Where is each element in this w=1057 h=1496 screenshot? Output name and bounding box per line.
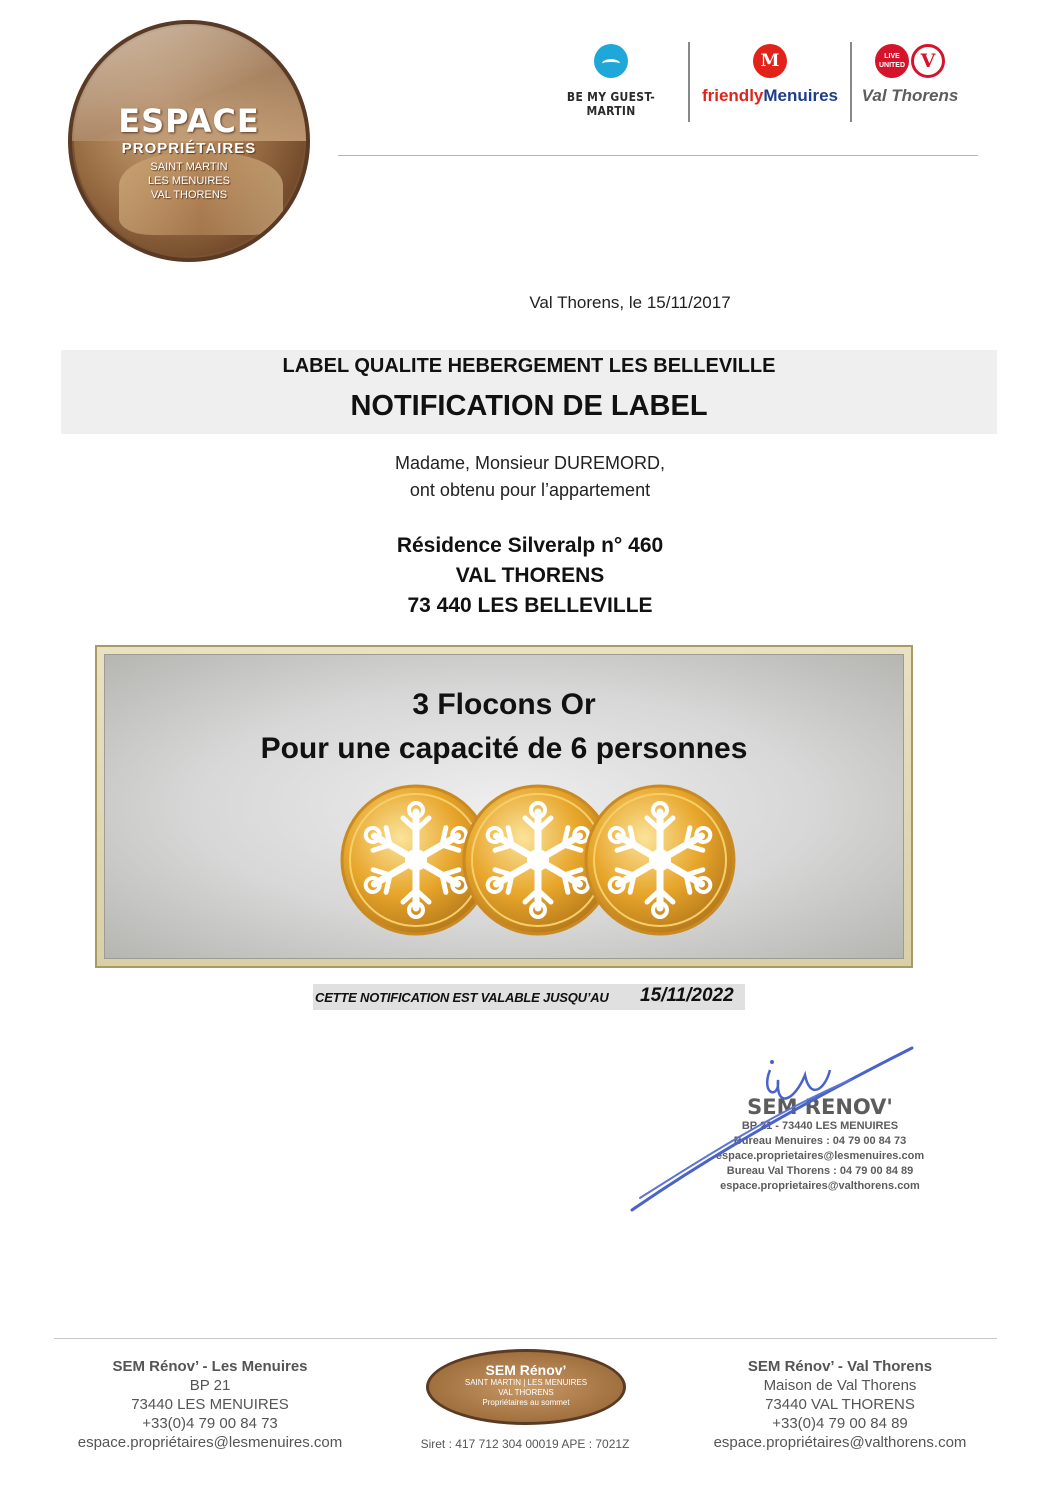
footer-right-email: espace.propriétaires@valthorens.com: [713, 1434, 967, 1451]
sem-renov-logo-tagline: Propriétaires au sommet: [482, 1398, 570, 1407]
footer-left-phone: +33(0)4 79 00 84 73: [142, 1415, 278, 1432]
notification-title: NOTIFICATION DE LABEL: [350, 390, 708, 422]
addressee-name: Madame, Monsieur DUREMORD,: [394, 453, 666, 473]
stamp-line-2: Bureau Menuires : 04 79 00 84 73: [733, 1135, 907, 1147]
validity-notice: [313, 984, 745, 1010]
addressee: [230, 450, 830, 504]
logo-resort-3: VAL THORENS: [150, 189, 228, 201]
footer-les-menuires: [60, 1357, 360, 1452]
live-united-badge: LIVE UNITED: [875, 44, 909, 78]
friendly-menuires-icon: M: [753, 44, 787, 78]
val-thorens-text: Val Thorens: [861, 86, 959, 105]
addressee-intro: ont obtenu pour l’appartement: [409, 480, 651, 500]
val-thorens-v-icon: V: [911, 44, 945, 78]
val-thorens-logo: [860, 44, 960, 106]
footer-right-line-1: Maison de Val Thorens: [763, 1377, 917, 1394]
stamp-line-1: BP 21 - 73440 LES MENUIRES: [741, 1120, 899, 1132]
validity-label: CETTE NOTIFICATION EST VALABLE JUSQU’AU: [315, 990, 609, 1005]
stamp-line-4: Bureau Val Thorens : 04 79 00 84 89: [726, 1165, 914, 1177]
header-divider: [338, 155, 978, 156]
footer-right-heading: SEM Rénov’ - Val Thorens: [747, 1358, 933, 1375]
property-address: [230, 531, 830, 621]
handwritten-signature: [620, 1040, 930, 1230]
footer-right-phone: +33(0)4 79 00 84 89: [772, 1415, 908, 1432]
mountain-icon: [594, 44, 628, 78]
sem-renov-logo-sub2: VAL THORENS: [498, 1388, 554, 1397]
footer-right-line-2: 73440 VAL THORENS: [765, 1396, 915, 1413]
espace-proprietaires-logo: [68, 20, 310, 262]
stamp-line-5: espace.proprietaires@valthorens.com: [720, 1180, 920, 1192]
bmgm-text: BE MY GUEST-MARTIN: [566, 90, 656, 118]
partner-divider: [850, 42, 852, 122]
footer-left-email: espace.propriétaires@lesmenuires.com: [77, 1434, 343, 1451]
friendly-menuires-logo: [700, 44, 840, 106]
footer-left-heading: SEM Rénov’ - Les Menuires: [112, 1358, 308, 1375]
sem-renov-logo-sub: SAINT MARTIN | LES MENUIRES: [464, 1378, 588, 1387]
stamp-line-3: espace.proprietaires@lesmenuires.com: [715, 1150, 925, 1162]
label-program-title: LABEL QUALITE HEBERGEMENT LES BELLEVILLE: [282, 355, 776, 377]
sem-renov-logo: [426, 1349, 626, 1425]
gold-flake-medal: [586, 786, 734, 934]
footer-left-line-1: BP 21: [189, 1377, 231, 1394]
logo-resort-1: SAINT MARTIN: [150, 161, 228, 173]
label-award-frame: [95, 645, 913, 968]
logo-resorts: [72, 160, 306, 202]
date-line: Val Thorens, le 15/11/2017: [529, 293, 731, 312]
logo-resort-2: LES MENUIRES: [148, 175, 230, 187]
logo-title: ESPACE: [118, 102, 260, 140]
partner-divider: [688, 42, 690, 122]
footer-val-thorens: [690, 1357, 990, 1452]
footer-divider: [54, 1338, 997, 1339]
sem-renov-logo-title: SEM Rénov’: [485, 1362, 567, 1378]
siret-line: Siret : 417 712 304 00019 APE : 7021Z: [420, 1437, 630, 1451]
stamp-title: SEM RENOV': [747, 1095, 893, 1119]
be-my-guest-martin-logo: [546, 44, 676, 118]
logo-subtitle: PROPRIÉTAIRES: [121, 140, 257, 157]
friendly-menuires-text: friendlyMenuires: [701, 86, 839, 105]
address-resort: VAL THORENS: [455, 564, 605, 587]
footer-left-line-2: 73440 LES MENUIRES: [131, 1396, 289, 1413]
gold-flakes: [338, 783, 738, 938]
address-postal: 73 440 LES BELLEVILLE: [407, 594, 653, 617]
validity-date: 15/11/2022: [640, 985, 734, 1006]
label-capacity: Pour une capacité de 6 personnes: [260, 732, 748, 765]
label-award-panel: [104, 654, 904, 959]
label-level: 3 Flocons Or: [412, 688, 596, 721]
address-residence: Résidence Silveralp n° 460: [396, 534, 664, 557]
